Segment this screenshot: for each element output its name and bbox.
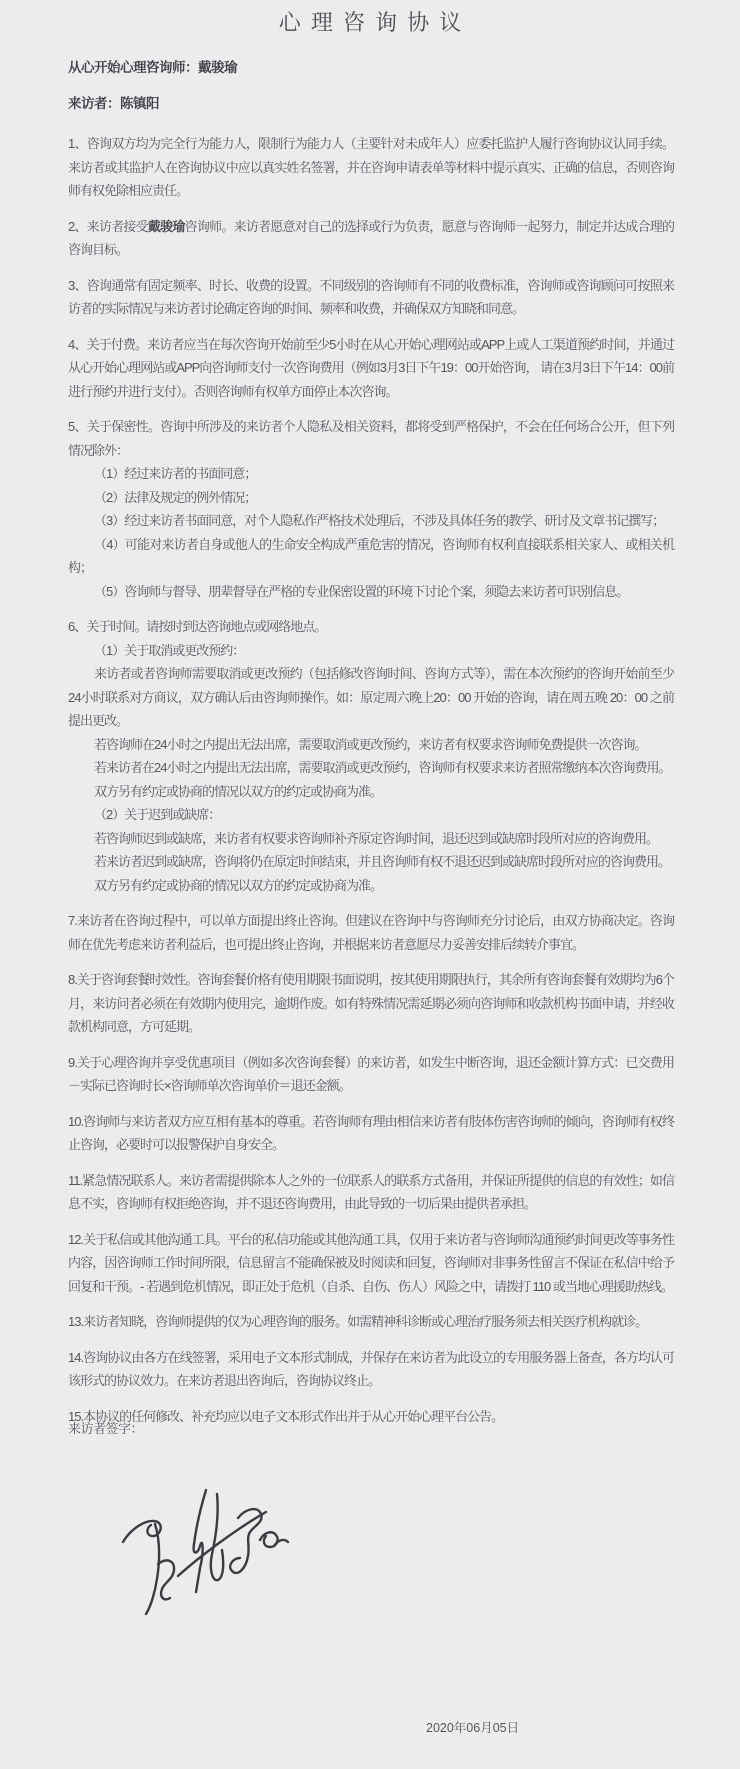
- clause-5-item-4: （4）可能对来访者自身或他人的生命安全构成严重危害的情况，咨询师有权利直接联系相关家人、或相关机构；: [68, 536, 674, 575]
- clause-13: 13.来访者知晓，咨询师提供的仅为心理咨询的服务。如需精神科诊断或心理治疗服务须去相关医疗机构就诊。: [68, 1314, 648, 1329]
- clause-5-item-3: （3）经过来访者书面同意，对个人隐私作严格技术处理后，不涉及具体任务的教学、研讨及文章书记撰写；: [94, 513, 665, 528]
- clause-7: 7.来访者在咨询过程中，可以单方面提出终止咨询。但建议在咨询中与咨询师充分讨论后，由双方协商决定。咨询师在优先考虑来访者利益后，也可提出终止咨询，并根据来访者意愿尽力妥善安排后续转介事宜。: [68, 913, 674, 952]
- visitor-signature-label: 来访者签字：: [68, 1421, 144, 1436]
- clause-8: 8.关于咨询套餐时效性。咨询套餐价格有使用期限书面说明，按其使用期限执行，其余所有咨询套餐有效期均为6个月，来访问者必须在有效期内使用完，逾期作废。如有特殊情况需延期必须向咨询师和收款机构书面申请，并经收款机构同意，方可延期。: [68, 972, 674, 1034]
- clause-1: 1、咨询双方均为完全行为能力人，限制行为能力人（主要针对未成年人）应委托监护人履行咨询协议认同手续。来访者或其监护人在咨询协议中应以真实姓名签署，并在咨询申请表单等材料中提示真实、正确的信息，否则咨询师有权免除相应责任。: [68, 136, 674, 198]
- clause-6-sub1-item-3: 若来访者在24小时之内提出无法出席，需要取消或更改预约，咨询师有权要求来访者照常缴纳本次咨询费用。: [94, 760, 671, 775]
- clause-5-item-1: （1）经过来访者的书面同意；: [94, 466, 257, 481]
- clause-2-counselor-name: 戴骏瑜: [147, 218, 185, 234]
- clause-6-sub2-title: （2）关于迟到或缺席：: [94, 807, 221, 822]
- signature-date: 2020年06月05日: [426, 1721, 520, 1735]
- clause-3: 3、咨询通常有固定频率、时长、收费的设置。不同级别的咨询师有不同的收费标准，咨询师或咨询顾问可按照来访者的实际情况与来访者讨论确定咨询的时间、频率和收费，并确保双方知晓和同意。: [68, 277, 674, 316]
- clause-9: 9.关于心理咨询并享受优惠项目（例如多次咨询套餐）的来访者，如发生中断咨询，退还金额计算方式：已交费用－实际已咨询时长×咨询师单次咨询单价＝退还金额。: [68, 1054, 674, 1093]
- clause-6-sub1-item-2: 若咨询师在24小时之内提出无法出席，需要取消或更改预约，来访者有权要求咨询师免费提供一次咨询。: [94, 736, 647, 752]
- counselor-line: [68, 58, 674, 78]
- clause-5-intro: 5、关于保密性。咨询中所涉及的来访者个人隐私及相关资料，都将受到严格保护，不会在任何场合公开，但下列情况除外：: [68, 419, 674, 458]
- visitor-signature-handwriting: [120, 1484, 298, 1634]
- clause-6-sub1-item-4: 双方另有约定或协商的情况以双方的约定或协商为准。: [94, 783, 383, 799]
- page-title: 心 理 咨 询 协 议: [278, 10, 464, 35]
- clause-6-sub2-item-2: 若来访者迟到或缺席，咨询将仍在原定时间结束，并且咨询师有权不退还迟到或缺席时段所对应的咨询费用。: [94, 854, 671, 869]
- clause-6-intro: 6、关于时间。请按时到达咨询地点或网络地点。: [68, 619, 327, 634]
- visitor-name: 陈镇阳: [120, 96, 159, 111]
- clause-12: 12.关于私信或其他沟通工具。平台的私信功能或其他沟通工具，仅用于来访者与咨询师沟通预约时间更改等事务性内容，因咨询师工作时间所限，信息留言不能确保被及时阅读和回复，咨询师对非事务性留言不保证在私信中给予回复和干预。- 若遇到危机情况，即正处于危机（自杀、自伤、伤人）风险之中，请拨打 110 或当地心理援助热线。: [68, 1231, 674, 1294]
- clause-6-sub1-item-1: 来访者或者咨询师需要取消或更改预约（包括修改咨询时间、咨询方式等），需在本次预约的咨询开始前至少24小时联系对方商议，双方确认后由咨询师操作。如：原定周六晚上20：00 开始的咨询，请在周五晚 20：00 之前提出更改。: [68, 666, 674, 728]
- clause-11: 11.紧急情况联系人。来访者需提供除本人之外的一位联系人的联系方式备用，并保证所提供的信息的有效性；如信息不实，咨询师有权拒绝咨询，并不退还咨询费用，由此导致的一切后果由提供者承担。: [68, 1172, 674, 1211]
- clause-2-prefix: 2、来访者接受: [68, 218, 148, 234]
- clause-6-sub1-title: （1）关于取消或更改预约：: [94, 642, 245, 658]
- counselor-label: 从心开始心理咨询师：: [68, 60, 198, 75]
- clause-4: 4、关于付费。来访者应当在每次咨询开始前至少5小时在从心开始心理网站或APP上或人工渠道预约时间，并通过从心开始心理网站或APP向咨询师支付一次咨询费用（例如3月3日下午19：00开始咨询， 请在3月3日下午14：00前进行预约并进行支付）。否则咨询师有权单方面停止本次咨询。: [68, 336, 674, 399]
- clause-5-item-2: （2）法律及规定的例外情况；: [94, 489, 257, 505]
- clause-15: 15.本协议的任何修改、补充均应以电子文本形式作出并于从心开始心理平台公告。: [68, 1408, 504, 1424]
- clause-2: [68, 215, 674, 262]
- clause-6-sub2-item-1: 若咨询师迟到或缺席，来访者有权要求咨询师补齐原定咨询时间，退还迟到或缺席时段所对应的咨询费用。: [94, 830, 659, 846]
- visitor-label: 来访者：: [68, 96, 120, 111]
- counselor-name: 戴骏瑜: [198, 60, 237, 75]
- clause-5-item-5: （5）咨询师与督导、朋辈督导在严格的专业保密设置的环境下讨论个案，须隐去来访者可识别信息。: [94, 583, 629, 599]
- clause-2-suffix: 咨询师。来访者愿意对自己的选择或行为负责，愿意与咨询师一起努力，制定并达成合理的咨询目标。: [68, 218, 674, 257]
- clause-6-sub2-item-3: 双方另有约定或协商的情况以双方的约定或协商为准。: [94, 877, 383, 893]
- clause-10: 10.咨询师与来访者双方应互相有基本的尊重。若咨询师有理由相信来访者有肢体伤害咨询师的倾向，咨询师有权终止咨询，必要时可以报警保护自身安全。: [68, 1113, 674, 1152]
- visitor-line: [68, 94, 674, 114]
- clause-14: 14.咨询协议由各方在线签署，采用电子文本形式制成，并保存在来访者为此设立的专用服务器上备查，各方均认可该形式的协议效力。在来访者退出咨询后，咨询协议终止。: [68, 1349, 674, 1388]
